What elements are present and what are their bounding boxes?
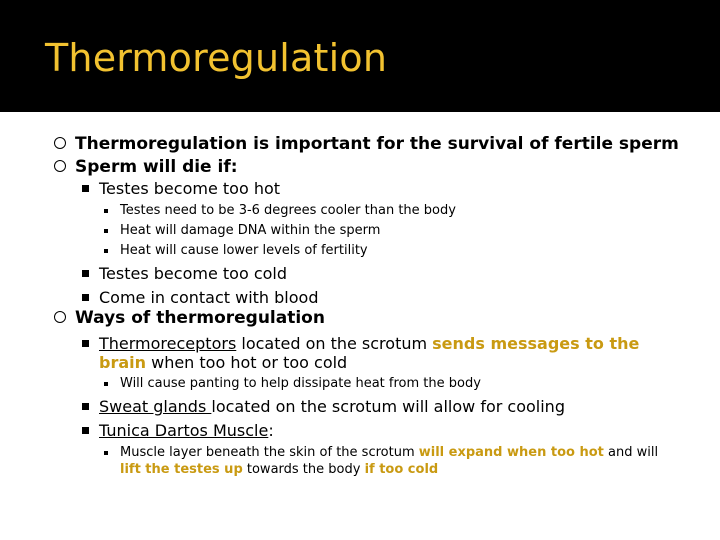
small-square-bullet-icon: [104, 209, 108, 213]
bullet-text: Come in contact with blood: [99, 288, 319, 307]
bullet-text: located on the scrotum: [236, 334, 433, 353]
highlight-text: lift the testes up: [120, 462, 243, 477]
bullet-text: Testes need to be 3-6 degrees cooler than the body: [120, 203, 456, 218]
square-bullet-icon: [82, 294, 89, 301]
hollow-circle-bullet-icon: [54, 160, 66, 172]
small-square-bullet-icon: [104, 229, 108, 233]
highlight-text: if too cold: [364, 462, 439, 477]
square-bullet-icon: [82, 340, 89, 347]
bullet-text: Thermoregulation is important for the survival of fertile sperm: [75, 134, 679, 154]
bullet-text: Testes become too cold: [99, 264, 287, 283]
slide-content: [0, 112, 720, 540]
highlight-text: sends messages to the: [432, 334, 640, 353]
bullet-text: Heat will damage DNA within the sperm: [120, 223, 381, 238]
bullet-text: Sperm will die if:: [75, 157, 238, 177]
term-tunica-dartos: Tunica Dartos Muscle: [99, 421, 269, 440]
square-bullet-icon: [82, 427, 89, 434]
term-sweat-glands: Sweat glands: [99, 397, 212, 416]
small-square-bullet-icon: [104, 382, 108, 386]
bullet-text: Testes become too hot: [99, 179, 281, 198]
square-bullet-icon: [82, 185, 89, 192]
bullet-text: towards the body: [242, 462, 365, 477]
hollow-circle-bullet-icon: [54, 137, 66, 149]
square-bullet-icon: [82, 270, 89, 277]
small-square-bullet-icon: [104, 451, 108, 455]
bullet-text: and will: [603, 445, 659, 460]
highlight-text: will expand when too hot: [418, 445, 604, 460]
term-thermoreceptors: Thermoreceptors: [99, 334, 237, 353]
slide-title: Thermoregulation: [45, 36, 388, 80]
square-bullet-icon: [82, 403, 89, 410]
bullet-text: Muscle layer beneath the skin of the scrotum: [120, 445, 419, 460]
small-square-bullet-icon: [104, 249, 108, 253]
bullet-text: Will cause panting to help dissipate heat from the body: [120, 376, 481, 391]
highlight-text: brain: [99, 353, 147, 372]
bullet-text: Ways of thermoregulation: [75, 308, 325, 328]
bullet-text: located on the scrotum will allow for cooling: [211, 397, 565, 416]
title-bar: [0, 0, 720, 112]
bullet-text: when too hot or too cold: [146, 353, 348, 372]
bullet-text: :: [268, 421, 274, 440]
bullet-text: Heat will cause lower levels of fertility: [120, 243, 368, 258]
hollow-circle-bullet-icon: [54, 311, 66, 323]
